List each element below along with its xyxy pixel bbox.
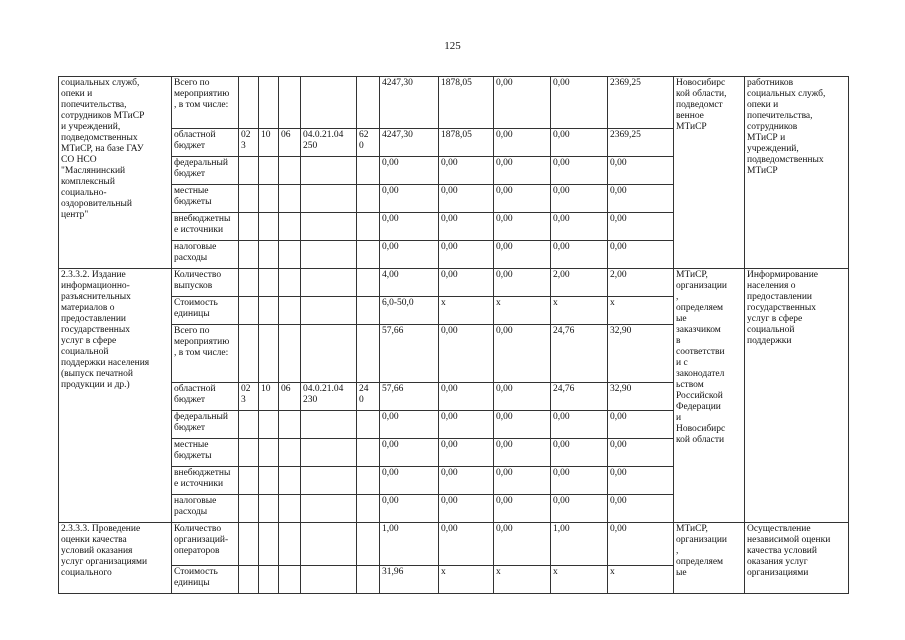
cell-year4: 2,00: [608, 269, 674, 297]
cell-year3: 0,00: [551, 241, 608, 269]
cell-year4: 2369,25: [608, 129, 674, 157]
cell-csr: 04.0.21.04 250: [301, 129, 357, 157]
cell-csr: [301, 213, 357, 241]
cell-csr: [301, 439, 357, 467]
cell-year2: 0,00: [494, 383, 551, 411]
cell-activity: 2.3.3.2. Издание информационно- разъяснительных материалов о предоставлении государственных услуг в сфере социальной поддержки населения (выпуск печатной продукции и др.): [59, 269, 172, 523]
cell-csr: [301, 467, 357, 495]
cell-total: 0,00: [380, 241, 439, 269]
cell-csr: 04.0.21.04 230: [301, 383, 357, 411]
cell-indicator: налоговые расходы: [172, 241, 239, 269]
cell-year1: 0,00: [439, 523, 494, 566]
cell-year3: 0,00: [551, 213, 608, 241]
cell-vr: 24 0: [357, 383, 380, 411]
cell-year2: 0,00: [494, 241, 551, 269]
cell-year3: 0,00: [551, 185, 608, 213]
cell-pr: [279, 185, 301, 213]
cell-vr: [357, 213, 380, 241]
cell-year1: 0,00: [439, 157, 494, 185]
cell-pr: [279, 297, 301, 325]
cell-year4: 32,90: [608, 383, 674, 411]
cell-rz: [259, 495, 279, 523]
cell-year3: 0,00: [551, 467, 608, 495]
cell-pr: [279, 566, 301, 594]
cell-vr: [357, 566, 380, 594]
cell-rz: [259, 467, 279, 495]
cell-year1: 0,00: [439, 269, 494, 297]
cell-vr: [357, 411, 380, 439]
cell-gr: [239, 297, 259, 325]
cell-pr: 06: [279, 129, 301, 157]
cell-gr: [239, 269, 259, 297]
cell-total: 4247,30: [380, 129, 439, 157]
cell-year2: 0,00: [494, 269, 551, 297]
cell-gr: [239, 439, 259, 467]
cell-year3: 0,00: [551, 439, 608, 467]
cell-total: 0,00: [380, 185, 439, 213]
cell-year2: 0,00: [494, 495, 551, 523]
cell-pr: [279, 439, 301, 467]
cell-year4: 0,00: [608, 467, 674, 495]
cell-csr: [301, 523, 357, 566]
cell-pr: [279, 241, 301, 269]
cell-year1: 1878,05: [439, 129, 494, 157]
cell-gr: [239, 523, 259, 566]
cell-total: 57,66: [380, 325, 439, 383]
cell-total: 57,66: [380, 383, 439, 411]
cell-year1: 1878,05: [439, 77, 494, 129]
cell-year4: 0,00: [608, 241, 674, 269]
cell-result: Осуществление независимой оценки качества условий оказания услуг организациями: [745, 523, 849, 594]
cell-rz: [259, 411, 279, 439]
cell-gr: [239, 77, 259, 129]
cell-year1: 0,00: [439, 467, 494, 495]
cell-year2: 0,00: [494, 411, 551, 439]
cell-year2: 0,00: [494, 77, 551, 129]
cell-gr: [239, 213, 259, 241]
cell-result: Информирование населения о предоставлении государственных услуг в сфере социальной поддержки: [745, 269, 849, 523]
cell-year3: 0,00: [551, 411, 608, 439]
cell-total: 6,0-50,0: [380, 297, 439, 325]
cell-gr: 02 3: [239, 129, 259, 157]
cell-rz: [259, 185, 279, 213]
cell-year4: 0,00: [608, 523, 674, 566]
cell-gr: [239, 566, 259, 594]
cell-csr: [301, 185, 357, 213]
cell-pr: [279, 269, 301, 297]
cell-year1: 0,00: [439, 325, 494, 383]
cell-rz: [259, 523, 279, 566]
cell-activity: 2.3.3.3. Проведение оценки качества условий оказания услуг организациями социального: [59, 523, 172, 594]
cell-csr: [301, 269, 357, 297]
cell-rz: [259, 566, 279, 594]
cell-executor: МТиСР, организации , определяем ые: [674, 523, 745, 594]
cell-total: 0,00: [380, 467, 439, 495]
cell-pr: [279, 213, 301, 241]
cell-indicator: внебюджетны е источники: [172, 467, 239, 495]
cell-year1: x: [439, 566, 494, 594]
cell-rz: [259, 213, 279, 241]
cell-vr: [357, 241, 380, 269]
cell-indicator: Количество выпусков: [172, 269, 239, 297]
cell-total: 4247,30: [380, 77, 439, 129]
cell-indicator: налоговые расходы: [172, 495, 239, 523]
cell-year4: 0,00: [608, 157, 674, 185]
cell-vr: [357, 495, 380, 523]
cell-pr: 06: [279, 383, 301, 411]
cell-rz: 10: [259, 129, 279, 157]
cell-year1: 0,00: [439, 213, 494, 241]
cell-vr: [357, 467, 380, 495]
cell-indicator: федеральный бюджет: [172, 411, 239, 439]
cell-year4: 2369,25: [608, 77, 674, 129]
cell-indicator: внебюджетны е источники: [172, 213, 239, 241]
cell-vr: [357, 523, 380, 566]
cell-year4: 0,00: [608, 411, 674, 439]
cell-year1: x: [439, 297, 494, 325]
cell-year1: 0,00: [439, 439, 494, 467]
cell-total: 1,00: [380, 523, 439, 566]
table-row: [59, 269, 849, 297]
cell-vr: [357, 439, 380, 467]
cell-year4: 0,00: [608, 495, 674, 523]
cell-csr: [301, 241, 357, 269]
cell-indicator: областной бюджет: [172, 129, 239, 157]
program-table: [58, 76, 849, 594]
cell-activity: социальных служб, опеки и попечительства, сотрудников МТиСР и учреждений, подведомственных МТиСР, на базе ГАУ СО НСО "Маслянинский комплексный социально- оздоровительный центр": [59, 77, 172, 269]
cell-year4: 32,90: [608, 325, 674, 383]
cell-indicator: федеральный бюджет: [172, 157, 239, 185]
cell-year1: 0,00: [439, 185, 494, 213]
cell-year3: x: [551, 566, 608, 594]
cell-rz: [259, 157, 279, 185]
cell-year3: x: [551, 297, 608, 325]
cell-total: 0,00: [380, 411, 439, 439]
cell-result: работников социальных служб, опеки и попечительства, сотрудников МТиСР и учреждений, подведомственных МТиСР: [745, 77, 849, 269]
cell-year1: 0,00: [439, 411, 494, 439]
cell-gr: [239, 325, 259, 383]
cell-gr: [239, 185, 259, 213]
cell-executor: Новосибирс кой области, подведомст венное МТиСР: [674, 77, 745, 269]
cell-year4: 0,00: [608, 185, 674, 213]
cell-total: 0,00: [380, 439, 439, 467]
page-number: 125: [444, 40, 461, 52]
cell-csr: [301, 566, 357, 594]
cell-indicator: Всего по мероприятию , в том числе:: [172, 325, 239, 383]
cell-year1: 0,00: [439, 495, 494, 523]
cell-indicator: местные бюджеты: [172, 185, 239, 213]
cell-year2: 0,00: [494, 523, 551, 566]
cell-rz: [259, 439, 279, 467]
cell-total: 31,96: [380, 566, 439, 594]
cell-rz: [259, 77, 279, 129]
cell-year3: 24,76: [551, 383, 608, 411]
cell-csr: [301, 325, 357, 383]
cell-total: 0,00: [380, 213, 439, 241]
cell-executor: МТиСР, организации , определяем ые заказчиком в соответстви и с законодател ьством Российской Федерации и Новосибирс кой области: [674, 269, 745, 523]
cell-indicator: Стоимость единицы: [172, 566, 239, 594]
cell-rz: [259, 297, 279, 325]
cell-year3: 24,76: [551, 325, 608, 383]
cell-pr: [279, 157, 301, 185]
cell-vr: [357, 269, 380, 297]
cell-vr: [357, 185, 380, 213]
cell-indicator: Количество организаций- операторов: [172, 523, 239, 566]
cell-vr: 62 0: [357, 129, 380, 157]
cell-pr: [279, 325, 301, 383]
table-row: [59, 523, 849, 566]
cell-year2: x: [494, 297, 551, 325]
cell-csr: [301, 495, 357, 523]
cell-year4: 0,00: [608, 439, 674, 467]
cell-year4: x: [608, 566, 674, 594]
cell-year1: 0,00: [439, 383, 494, 411]
cell-total: 4,00: [380, 269, 439, 297]
cell-csr: [301, 77, 357, 129]
cell-vr: [357, 325, 380, 383]
cell-pr: [279, 467, 301, 495]
cell-indicator: Всего по мероприятию , в том числе:: [172, 77, 239, 129]
cell-rz: [259, 325, 279, 383]
cell-year3: 2,00: [551, 269, 608, 297]
cell-csr: [301, 411, 357, 439]
cell-pr: [279, 523, 301, 566]
cell-year2: 0,00: [494, 129, 551, 157]
cell-rz: [259, 269, 279, 297]
cell-year2: 0,00: [494, 467, 551, 495]
cell-csr: [301, 297, 357, 325]
cell-year2: 0,00: [494, 185, 551, 213]
cell-year2: 0,00: [494, 439, 551, 467]
cell-year2: 0,00: [494, 213, 551, 241]
cell-vr: [357, 77, 380, 129]
cell-csr: [301, 157, 357, 185]
cell-indicator: Стоимость единицы: [172, 297, 239, 325]
cell-pr: [279, 411, 301, 439]
cell-rz: 10: [259, 383, 279, 411]
cell-pr: [279, 77, 301, 129]
cell-year3: 0,00: [551, 129, 608, 157]
cell-vr: [357, 297, 380, 325]
cell-gr: [239, 157, 259, 185]
cell-year4: 0,00: [608, 213, 674, 241]
cell-year3: 0,00: [551, 495, 608, 523]
cell-year2: 0,00: [494, 325, 551, 383]
table-row: [59, 77, 849, 129]
cell-total: 0,00: [380, 495, 439, 523]
cell-year2: x: [494, 566, 551, 594]
cell-pr: [279, 495, 301, 523]
cell-gr: [239, 467, 259, 495]
cell-year3: 1,00: [551, 523, 608, 566]
cell-gr: [239, 495, 259, 523]
cell-year3: 0,00: [551, 157, 608, 185]
cell-gr: [239, 411, 259, 439]
cell-gr: 02 3: [239, 383, 259, 411]
cell-gr: [239, 241, 259, 269]
cell-year4: x: [608, 297, 674, 325]
cell-year2: 0,00: [494, 157, 551, 185]
cell-total: 0,00: [380, 157, 439, 185]
cell-indicator: местные бюджеты: [172, 439, 239, 467]
cell-year1: 0,00: [439, 241, 494, 269]
cell-vr: [357, 157, 380, 185]
cell-rz: [259, 241, 279, 269]
cell-year3: 0,00: [551, 77, 608, 129]
cell-indicator: областной бюджет: [172, 383, 239, 411]
